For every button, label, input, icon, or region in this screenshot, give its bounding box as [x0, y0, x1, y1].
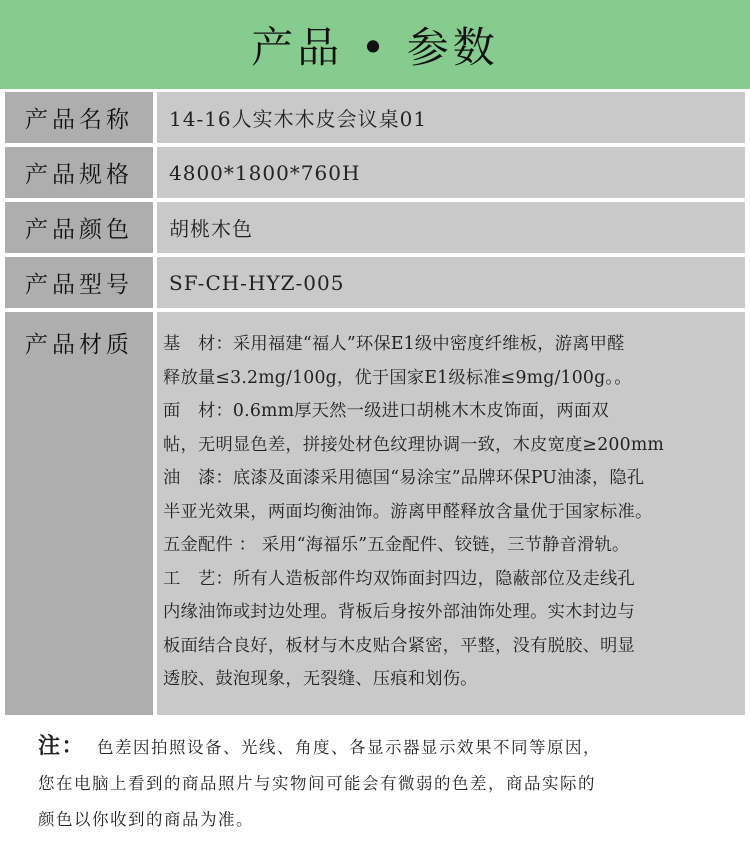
material-line: 帖，无明显色差，拼接处材色纹理协调一致，木皮宽度≥200mm — [163, 434, 664, 455]
param-label: 产品材质 — [5, 312, 153, 715]
note-line: 颜色以你收到的商品为准。 — [38, 810, 254, 829]
param-value: SF-CH-HYZ-005 — [157, 257, 745, 308]
page-title: 产品 • 参数 — [251, 22, 499, 72]
param-label: 产品名称 — [5, 92, 153, 143]
params-table — [5, 92, 745, 719]
param-value: 4800*1800*760H — [157, 147, 745, 198]
param-row-model — [5, 257, 745, 308]
note-line — [38, 728, 728, 766]
param-row-color — [5, 202, 745, 253]
param-value: 胡桃木色 — [157, 202, 745, 253]
material-line: 内缘油饰或封边处理。背板后身按外部油饰处理。实木封边与 — [163, 602, 635, 622]
note-line: 您在电脑上看到的商品照片与实物间可能会有微弱的色差，商品实际的 — [38, 774, 596, 793]
material-line: 板面结合良好，板材与木皮贴合紧密，平整，没有脱胶、明显 — [163, 635, 635, 656]
material-line: 五金配件 ： 采用“海福乐”五金配件、铰链，三节静音滑轨。 — [163, 535, 630, 555]
material-description — [157, 312, 745, 715]
material-line: 释放量≤3.2mg/100g，优于国家E1级标准≤9mg/100g。。 — [163, 367, 632, 388]
material-line: 半亚光效果，两面均衡油饰。游离甲醛释放含量优于国家标准。 — [163, 501, 653, 522]
param-value: 14-16人实木木皮会议桌01 — [157, 92, 745, 143]
note-mark: 注： — [38, 733, 86, 759]
material-line: 面 材：0.6mm厚天然一级进口胡桃木木皮饰面，两面双 — [163, 401, 609, 421]
material-line: 油 漆：底漆及面漆采用德国“易涂宝”品牌环保PU油漆，隐孔 — [163, 468, 645, 488]
material-line: 工 艺：所有人造板部件均双饰面封四边，隐蔽部位及走线孔 — [163, 568, 635, 589]
color-disclaimer-note — [38, 728, 728, 838]
material-line: 透胶、鼓泡现象，无裂缝、压痕和划伤。 — [163, 669, 478, 689]
param-label: 产品规格 — [5, 147, 153, 198]
param-row-name — [5, 92, 745, 143]
note-text: 色差因拍照设备、光线、角度、各显示器显示效果不同等原因， — [97, 738, 602, 757]
param-row-material — [5, 312, 745, 715]
param-label: 产品颜色 — [5, 202, 153, 253]
header-banner — [0, 0, 750, 89]
param-label: 产品型号 — [5, 257, 153, 308]
material-line: 基 材：采用福建“福人”环保E1级中密度纤维板，游离甲醛 — [163, 334, 625, 354]
param-row-spec — [5, 147, 745, 198]
